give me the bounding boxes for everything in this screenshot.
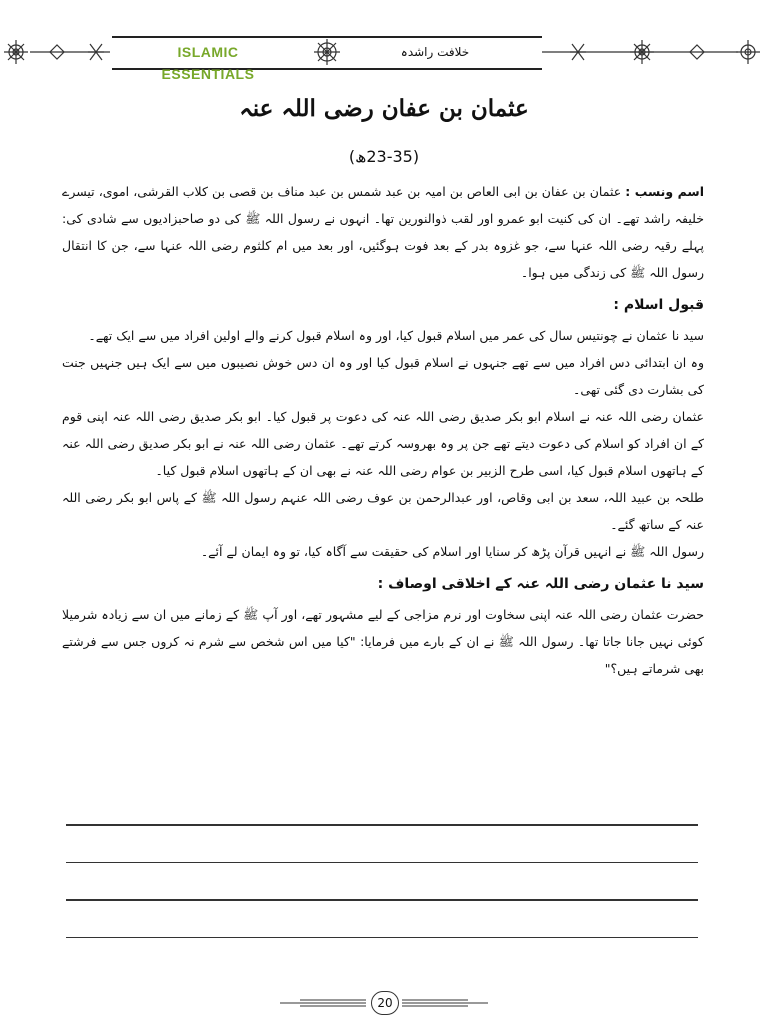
reign-years: (23-35ھ) [348,147,420,166]
lineage-text: عثمان بن عفان بن ابی العاص بن امیہ بن عبد شمس بن عبد مناف بن قصی بن کلاب القرشی، اموی، تیسرے خلیفہ راشد تھے۔ ان کی کنیت ابو عمرو اور لقب ذوالنورین تھا۔ انہوں نے رسول اللہ ﷺ کی دو صاحبزادیوں سے شادی کی: پہلے رقیہ رضی اللہ عنہا سے، جو غزوہ بدر کے بعد فوت ہوگئیں، اور بعد میں ام کلثوم رضی اللہ عنہا سے، جن کا انتقال رسول اللہ ﷺ کی زندگی میں ہوا۔ [62,184,704,280]
section-heading-virtues: سید نا عثمان رضی اللہ عنہ کے اخلاقی اوصاف : [377,576,704,592]
floral-knot-ornament [2,38,112,66]
page-header [0,28,768,82]
page-title: عثمان بن عفان رضی اللہ عنہ [239,95,529,122]
section-heading-acceptance: قبول اسلام : [613,297,704,313]
running-title: خلافت راشدہ [400,45,470,59]
note-lines [66,824,698,974]
note-line [66,899,698,901]
note-line [66,862,698,864]
paragraph: حضرت عثمان رضی اللہ عنہ اپنی سخاوت اور نرم مزاجی کے لیے مشہور تھے، اور آپ ﷺ کے زمانے میں ان سے زیادہ شرمیلا کوئی نہیں جانا جاتا تھا۔ رسول اللہ ﷺ نے ان کے بارے میں فرمایا: "کیا میں اس شخص سے شرم نہ کروں جس سے فرشتے بھی شرماتے ہیں؟" [62,607,704,676]
paragraph: سید نا عثمان نے چونتیس سال کی عمر میں اسلام قبول کیا، اور وہ اسلام قبول کرنے والے اولین افراد میں سے ایک تھے۔ [88,328,704,343]
page-footer [0,980,768,1020]
paragraph: رسول اللہ ﷺ نے انہیں قرآن پڑھ کر سنایا اور اسلام کی حقیقت سے آگاہ کیا، تو وہ ایمان لے آئے۔ [200,544,704,559]
paragraph: عثمان رضی اللہ عنہ نے اسلام ابو بکر صدیق رضی اللہ عنہ کی دعوت پر قبول کیا۔ ابو بکر صدیق رضی اللہ عنہ اپنی قوم کے ان افراد کو اسلام کی دعوت دیتے تھے جن پر وہ بھروسہ کرتے تھے۔ عثمان رضی اللہ عنہ نے ابو بکر صدیق رضی اللہ عنہ کے ہاتھوں اسلام قبول کیا، اسی طرح الزبیر بن عوام رضی اللہ عنہ نے بھی ان کے ہاتھوں اسلام قبول کیا۔ [62,409,704,478]
page-number: 20 [371,991,399,1015]
star-ornament-icon [313,38,341,66]
note-line [66,937,698,939]
note-line [66,824,698,826]
brand-logo: ISLAMIC ESSENTIALS [161,44,255,82]
article-body [62,178,704,682]
lineage-paragraph [62,178,704,286]
paragraph: وہ ان ابتدائی دس افراد میں سے تھے جنہوں نے اسلام قبول کیا اور وہ ان دس خوش نصیبوں میں سے ایک ہیں جنہیں جنت کی بشارت دی گئی تھی۔ [62,355,704,397]
floral-knot-ornament [542,38,764,66]
paragraph: طلحہ بن عبید اللہ، سعد بن ابی وقاص، اور عبدالرحمن بن عوف رضی اللہ عنہم رسول اللہ ﷺ کے پاس ابو بکر رضی اللہ عنہ کے ساتھ گئے۔ [62,490,704,532]
lineage-label: اسم ونسب : [625,184,704,199]
